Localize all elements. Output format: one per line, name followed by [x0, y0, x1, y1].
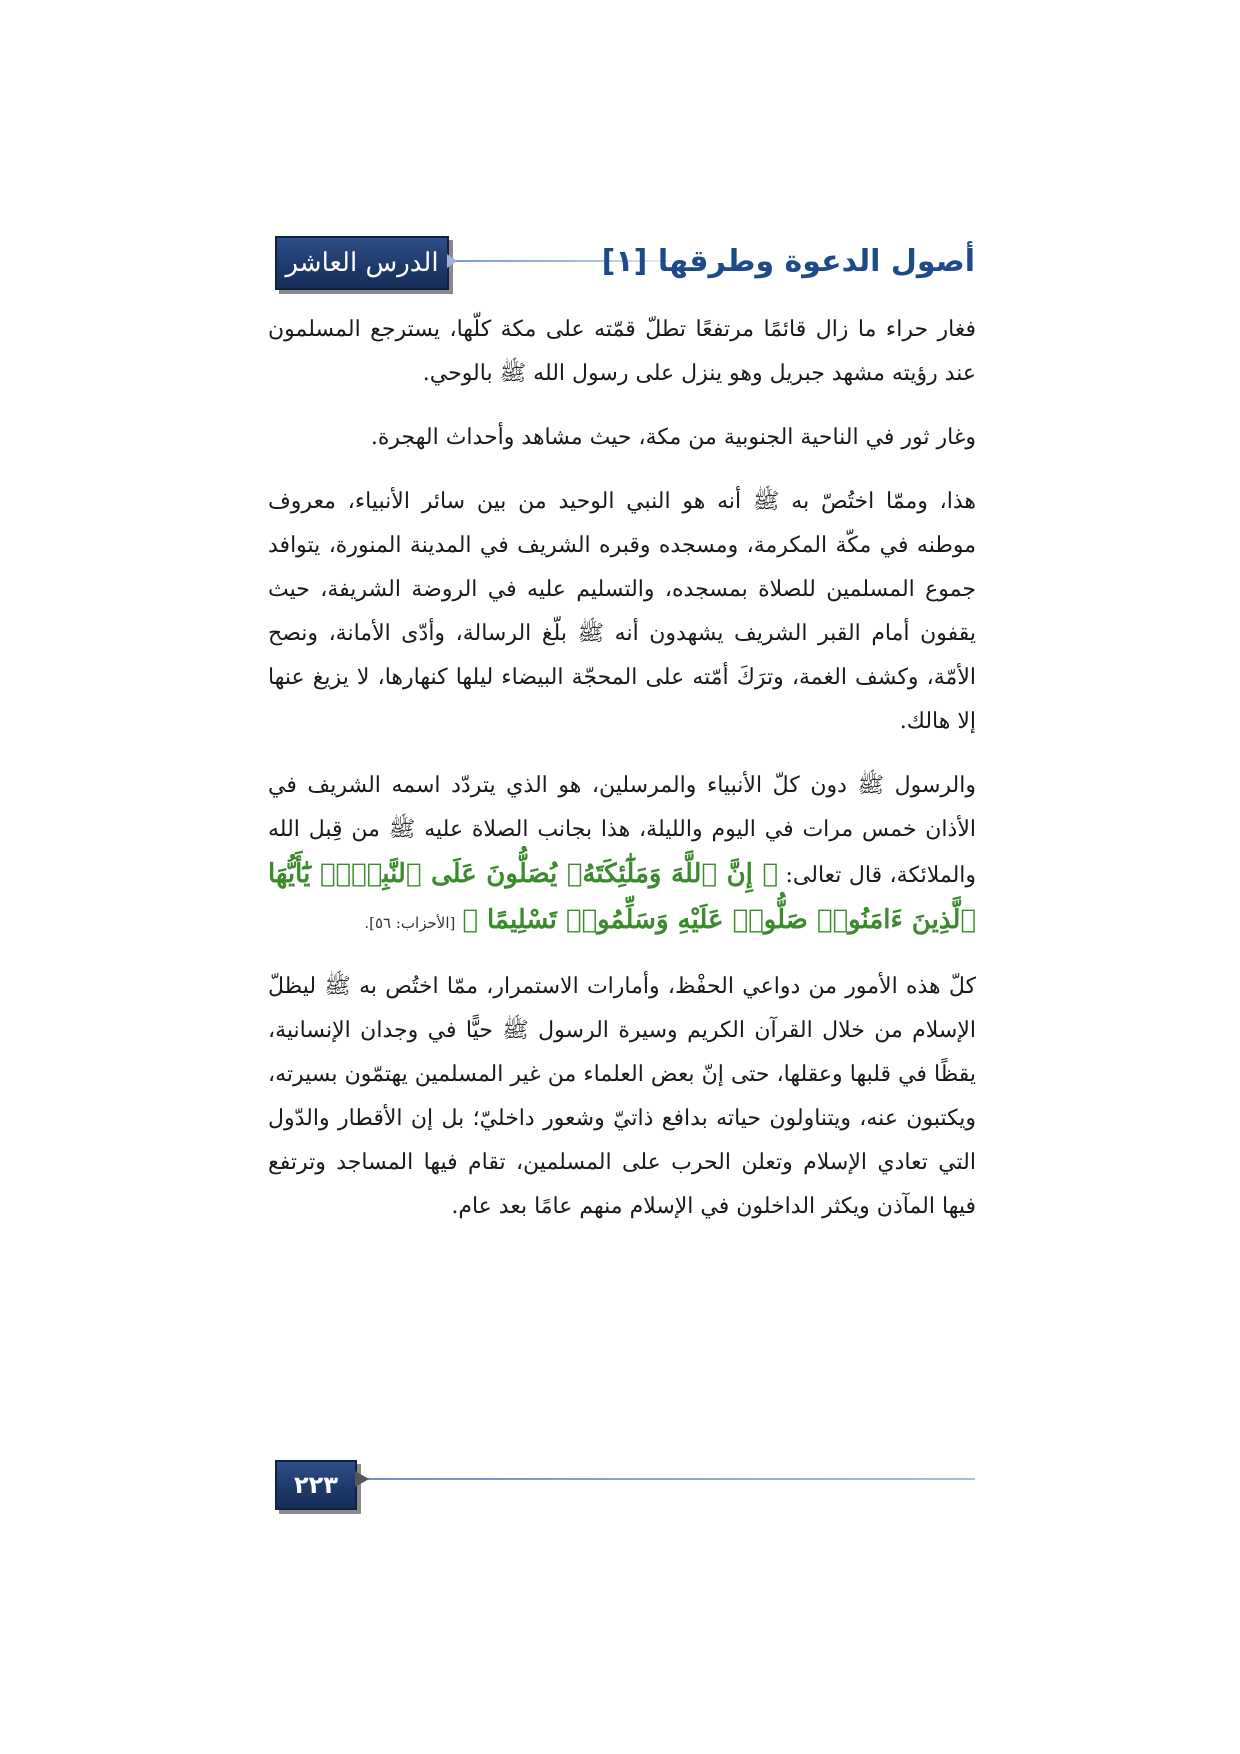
paragraph-1: فغار حراء ما زال قائمًا مرتفعًا تطلّ قمّته على مكة كلّها، يسترجع المسلمون عند رؤيته مشهد جبريل وهو ينزل على رسول الله ﷺ بالوحي. [268, 317, 976, 386]
paragraph-4-text: والرسول ﷺ دون كلّ الأنبياء والمرسلين، هو الذي يتردّد اسمه الشريف في الأذان خمس مرات في اليوم والليلة، هذا بجانب الصلاة عليه ﷺ من قِبل الله والملائكة، قال تعالى: [268, 773, 977, 888]
paragraph-4 [268, 764, 976, 945]
paragraph-2: وغار ثور في الناحية الجنوبية من مكة، حيث مشاهد وأحداث الهجرة. [370, 425, 976, 450]
lesson-badge [275, 236, 449, 290]
lesson-label: الدرس العاشر [285, 248, 439, 278]
book-title: أصول الدعوة وطرقها [١] [601, 243, 975, 279]
quran-reference: [الأحزاب: ٥٦]. [364, 914, 456, 932]
page-footer [275, 1460, 975, 1520]
paragraph-3: هذا، وممّا اختُصّ به ﷺ أنه هو النبي الوحيد من بين سائر الأنبياء، معروف موطنه في مكّة المكرمة، ومسجده وقبره الشريف في المدينة المنورة، يتوافد جموع المسلمين للصلاة بمسجده، والتسليم عليه في الروضة الشريفة، حيث يقفون أمام القبر الشريف يشهدون أنه ﷺ بلّغ الرسالة، وأدّى الأمانة، ونصح الأمّة، وكشف الغمة، وترَكَ أمّته على المحجّة البيضاء ليلها كنهارها، لا يزيغ عنها إلا هالك. [268, 489, 976, 734]
paragraph-5: كلّ هذه الأمور من دواعي الحفْظ، وأمارات الاستمرار، ممّا اختُص به ﷺ ليظلّ الإسلام من خلال القرآن الكريم وسيرة الرسول ﷺ حيًّا في وجدان الإنسانية، يقظًا في قلبها وعقلها، حتى إنّ بعض العلماء من غير المسلمين يهتمّون بسيرته، ويكتبون عنه، ويتناولون حياته بدافع ذاتيّ وشعور داخليّ؛ بل إن الأقطار والدّول التي تعادي الإسلام وتعلن الحرب على المسلمين، تقام فيها المساجد وترتفع فيها المآذن ويكثر الداخلون في الإسلام منهم عامًا بعد عام. [268, 974, 976, 1219]
footer-divider [359, 1478, 975, 1480]
quran-verse: ﴿ إِنَّ ٱللَّهَ وَمَلَٰٓئِكَتَهُۥ يُصَلُّونَ عَلَى ٱلنَّبِيِّۚ يَٰٓأَيُّهَا ٱلَّذِينَ ءَامَنُوا۟ صَلُّوا۟ عَلَيْهِ وَسَلِّمُوا۟ تَسْلِيمًا ﴾ [268, 859, 976, 935]
page-number: ٢٢٣ [294, 1471, 338, 1499]
page-header [275, 232, 975, 292]
page-number-badge [275, 1460, 357, 1510]
page-content [268, 308, 976, 1249]
